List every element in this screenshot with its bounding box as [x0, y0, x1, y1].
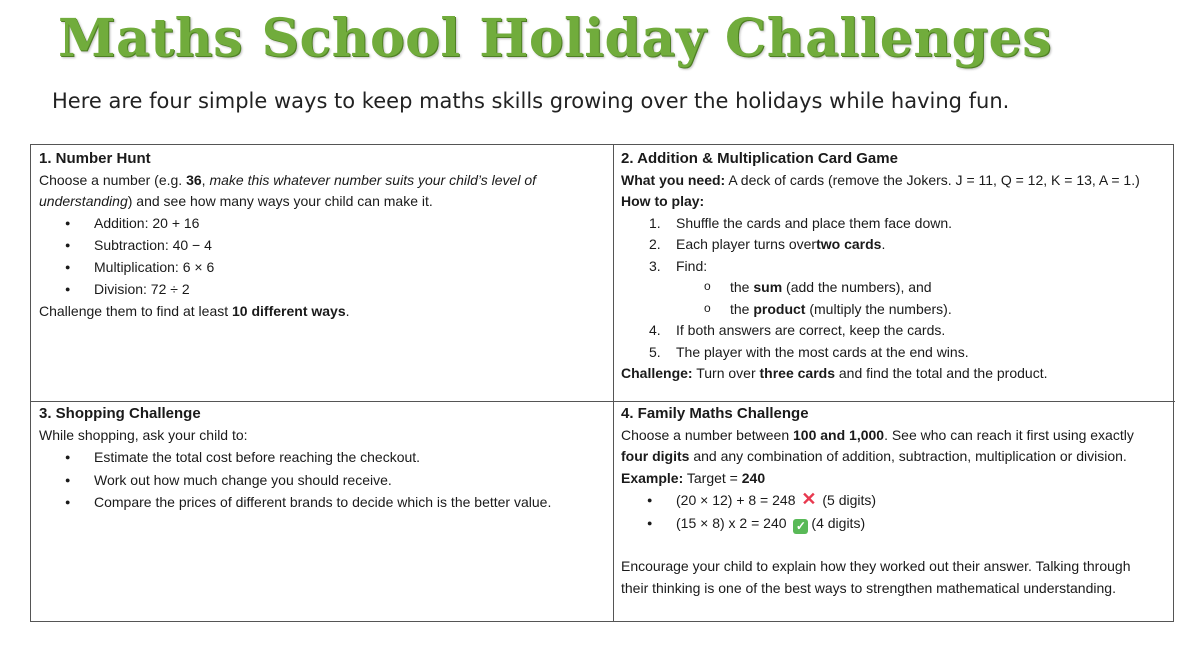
section-heading: 4. Family Maths Challenge — [621, 405, 809, 422]
list-item: ● Work out how much change you should receive. — [39, 470, 605, 492]
intro-text: Here are four simple ways to keep maths skills growing over the holidays while having fun. — [52, 89, 1010, 113]
list-item: ● Multiplication: 6 × 6 — [39, 257, 605, 279]
challenge-text: Challenge: Turn over three cards and find the total and the product. — [621, 365, 1048, 381]
list-item: o the product (multiply the numbers). — [621, 299, 1167, 321]
list-item: ● (20 × 12) + 8 = 248 ✕ (5 digits) — [621, 490, 1167, 512]
numbered-list — [621, 320, 1167, 363]
cross-mark-icon: ✕ — [801, 489, 817, 509]
section-text: four digits and any combination of addition, subtraction, multiplication or division. — [621, 448, 1127, 464]
section-text: Choose a number (e.g. 36, make this whatever number suits your child’s level of — [39, 171, 537, 188]
list-item: 4. If both answers are correct, keep the cards. — [649, 322, 946, 338]
footer-text: Encourage your child to explain how they worked out their answer. Talking through — [621, 558, 1131, 574]
page-title: Maths School Holiday Challenges — [58, 8, 1052, 69]
section-family-maths — [614, 402, 1175, 622]
section-text: While shopping, ask your child to: — [39, 426, 248, 443]
bullet-list — [39, 447, 605, 514]
list-item: 2. Each player turns over two cards . — [649, 236, 886, 252]
section-heading: 3. Shopping Challenge — [39, 405, 201, 422]
list-item: ● Division: 72 ÷ 2 — [39, 279, 605, 301]
example-text: Example: Target = 240 — [621, 469, 766, 486]
sub-list — [621, 277, 1167, 320]
list-item: ● Subtraction: 40 − 4 — [39, 235, 605, 257]
check-mark-icon: ✓ — [793, 519, 808, 534]
section-heading: 2. Addition & Multiplication Card Game — [621, 150, 898, 167]
list-item: ● Addition: 20 + 16 — [39, 213, 605, 235]
section-text: How to play: — [621, 193, 705, 209]
section-card-game — [614, 145, 1175, 402]
challenge-text: Challenge them to find at least 10 different ways. — [39, 303, 350, 319]
list-item: o the sum (add the numbers), and — [621, 277, 1167, 299]
list-item: 1. Shuffle the cards and place them face down. — [649, 214, 953, 231]
section-shopping — [31, 402, 614, 622]
section-number-hunt — [31, 145, 614, 402]
list-item: ● Estimate the total cost before reaching the checkout. — [39, 447, 605, 469]
bullet-list — [39, 213, 605, 301]
list-item: ● Compare the prices of different brands to decide which is the better value. — [39, 492, 605, 514]
section-heading: 1. Number Hunt — [39, 150, 151, 167]
list-item: 5. The player with the most cards at the end wins. — [649, 343, 969, 360]
challenge-grid — [30, 144, 1174, 622]
section-text: What you need: A deck of cards (remove the Jokers. J = 11, Q = 12, K = 13, A = 1.) — [621, 171, 1140, 188]
numbered-list — [621, 213, 1167, 278]
footer-text: their thinking is one of the best ways to strengthen mathematical understanding. — [621, 579, 1116, 596]
section-text: understanding) and see how many ways your child can make it. — [39, 193, 433, 209]
bullet-list — [621, 490, 1167, 534]
list-item: 3. Find: — [649, 257, 708, 274]
section-text: Choose a number between 100 and 1,000. See who can reach it first using exactly — [621, 426, 1134, 443]
list-item: ● (15 × 8) x 2 = 240 ✓ (4 digits) — [621, 513, 1167, 535]
